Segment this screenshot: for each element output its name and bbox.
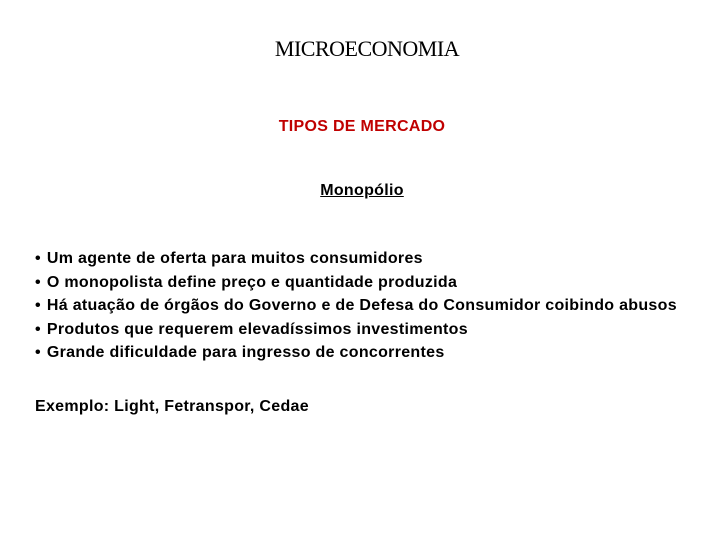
- section-title: TIPOS DE MERCADO: [278, 118, 446, 135]
- bullet-icon: •: [35, 250, 41, 267]
- bullet-text: Grande dificuldade para ingresso de concorrentes: [46, 344, 445, 361]
- list-item: [35, 318, 685, 342]
- bullet-icon: •: [35, 344, 41, 361]
- list-item: [35, 341, 685, 365]
- list-item: [35, 294, 685, 318]
- bullet-icon: •: [35, 320, 41, 338]
- bullet-text: O monopolista define preço e quantidade produzida: [46, 273, 458, 291]
- topic-title: Monopólio: [320, 182, 404, 199]
- bullet-icon: •: [35, 273, 41, 291]
- example-text: Exemplo: Light, Fetranspor, Cedae: [35, 398, 309, 415]
- bullet-text: Um agente de oferta para muitos consumidores: [46, 250, 423, 267]
- bullet-text: Produtos que requerem elevadíssimos investimentos: [46, 320, 468, 338]
- slide-title: MICROECONOMIA: [274, 36, 460, 61]
- bullet-list: [35, 247, 685, 365]
- bullet-icon: •: [35, 297, 41, 314]
- list-item: [35, 271, 685, 295]
- list-item: [35, 247, 685, 271]
- bullet-text: Há atuação de órgãos do Governo e de Defesa do Consumidor coibindo abusos: [46, 297, 677, 314]
